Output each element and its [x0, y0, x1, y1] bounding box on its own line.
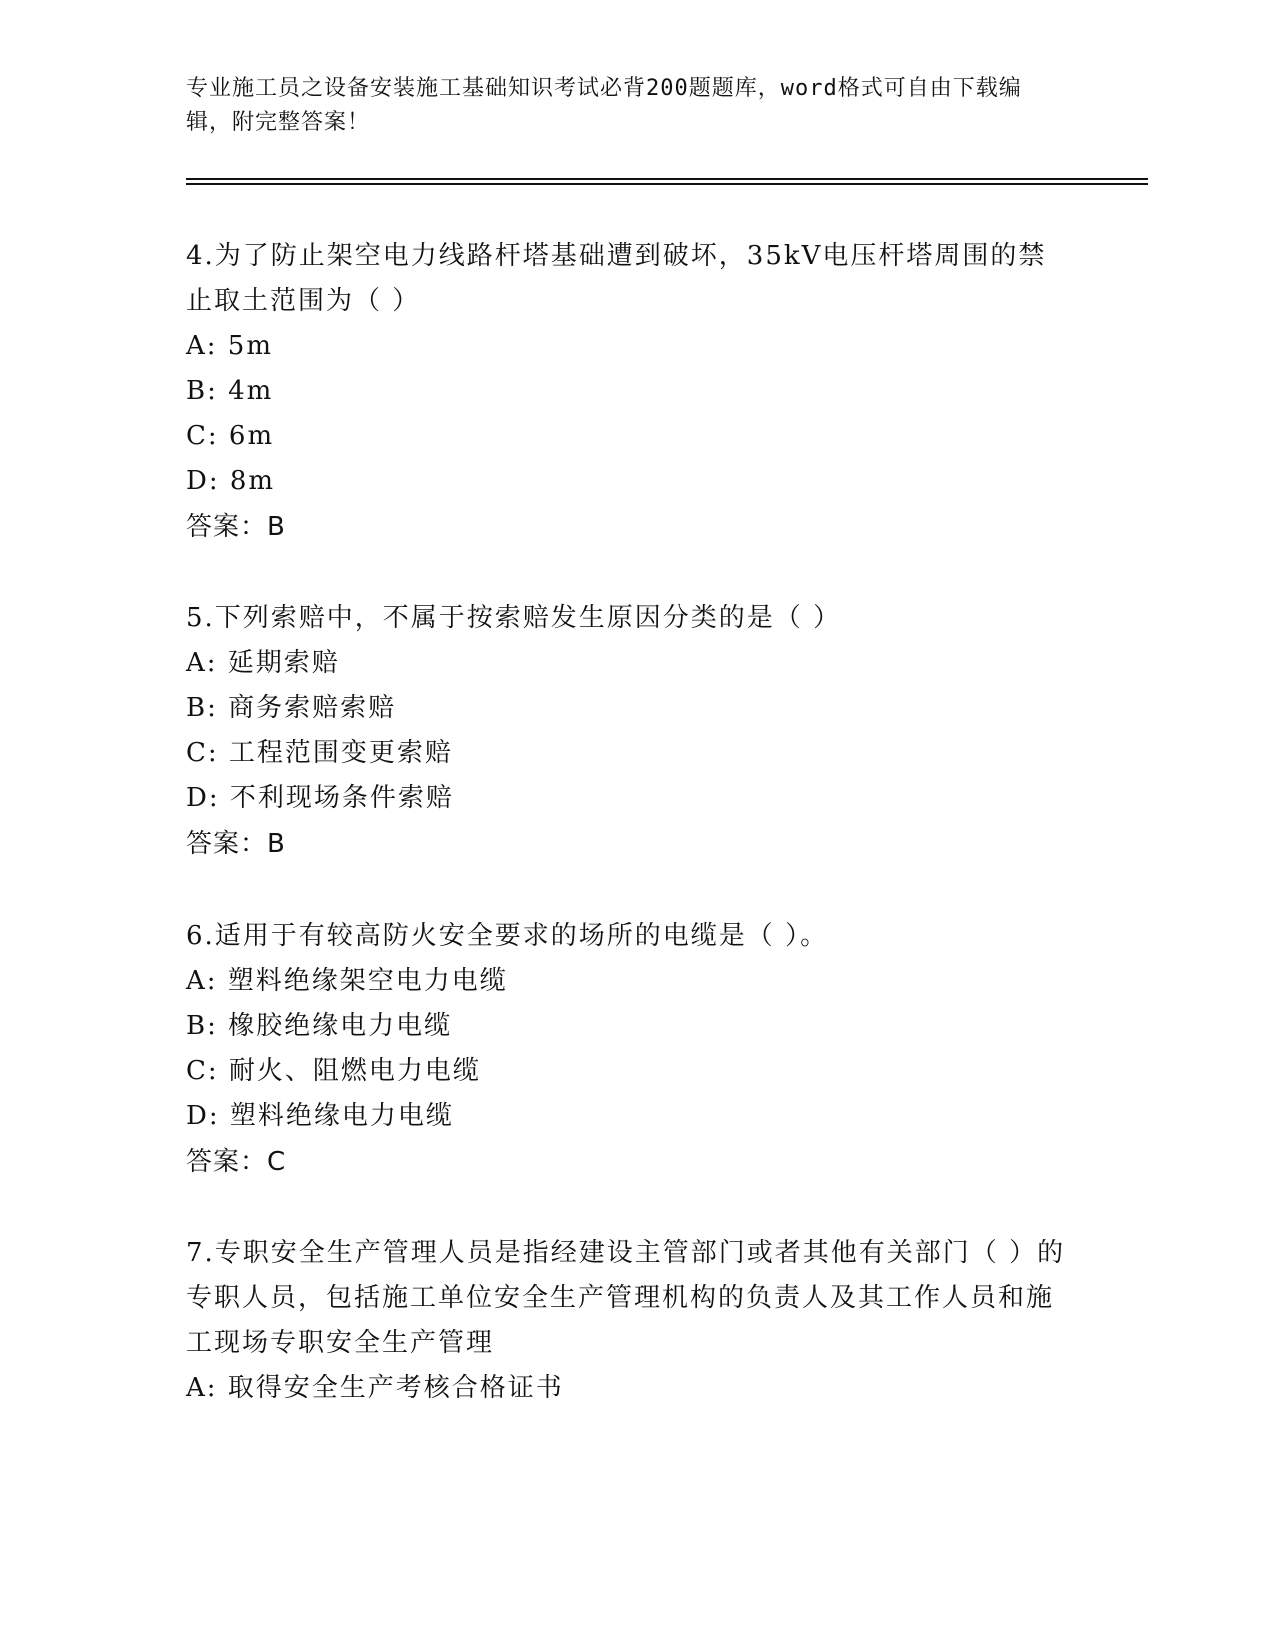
option-b: B: 商务索赔索赔 [186, 693, 397, 723]
option-a: A: 5m [186, 331, 273, 361]
question-stem: 6.适用于有较高防火安全要求的场所的电缆是（ ）。 [186, 921, 829, 951]
document-header: 专业施工员之设备安装施工基础知识考试必背200题题库，word格式可自由下载编辑，附完整答案！ [186, 76, 1022, 135]
question-stem: 5.下列索赔中，不属于按索赔发生原因分类的是（ ） [186, 603, 842, 633]
option-c: C: 耐火、阻燃电力电缆 [186, 1056, 481, 1086]
answer: 答案：B [186, 512, 286, 542]
option-d: D: 不利现场条件索赔 [186, 783, 454, 813]
option-a: A: 延期索赔 [186, 648, 340, 678]
option-a: A: 取得安全生产考核合格证书 [186, 1373, 564, 1403]
option-b: B: 橡胶绝缘电力电缆 [186, 1011, 453, 1041]
option-b: B: 4m [186, 376, 274, 406]
header-divider-bottom [186, 183, 1148, 185]
option-d: D: 塑料绝缘电力电缆 [186, 1101, 454, 1131]
answer: 答案：C [186, 1147, 287, 1177]
question-6 [186, 914, 1066, 1185]
question-7 [186, 1231, 1066, 1411]
question-5 [186, 596, 1066, 867]
option-c: C: 6m [186, 421, 275, 451]
answer: 答案：B [186, 829, 286, 859]
option-c: C: 工程范围变更索赔 [186, 738, 453, 768]
question-4 [186, 234, 1066, 550]
question-stem: 7.专职安全生产管理人员是指经建设主管部门或者其他有关部门（ ）的专职人员，包括施工单位安全生产管理机构的负责人及其工作人员和施工现场专职安全生产管理 [186, 1238, 1066, 1358]
header-divider-top [186, 178, 1148, 180]
question-stem: 4.为了防止架空电力线路杆塔基础遭到破坏，35kV电压杆塔周围的禁止取土范围为（ ） [186, 241, 1047, 316]
option-a: A: 塑料绝缘架空电力电缆 [186, 966, 508, 996]
option-d: D: 8m [186, 466, 276, 496]
